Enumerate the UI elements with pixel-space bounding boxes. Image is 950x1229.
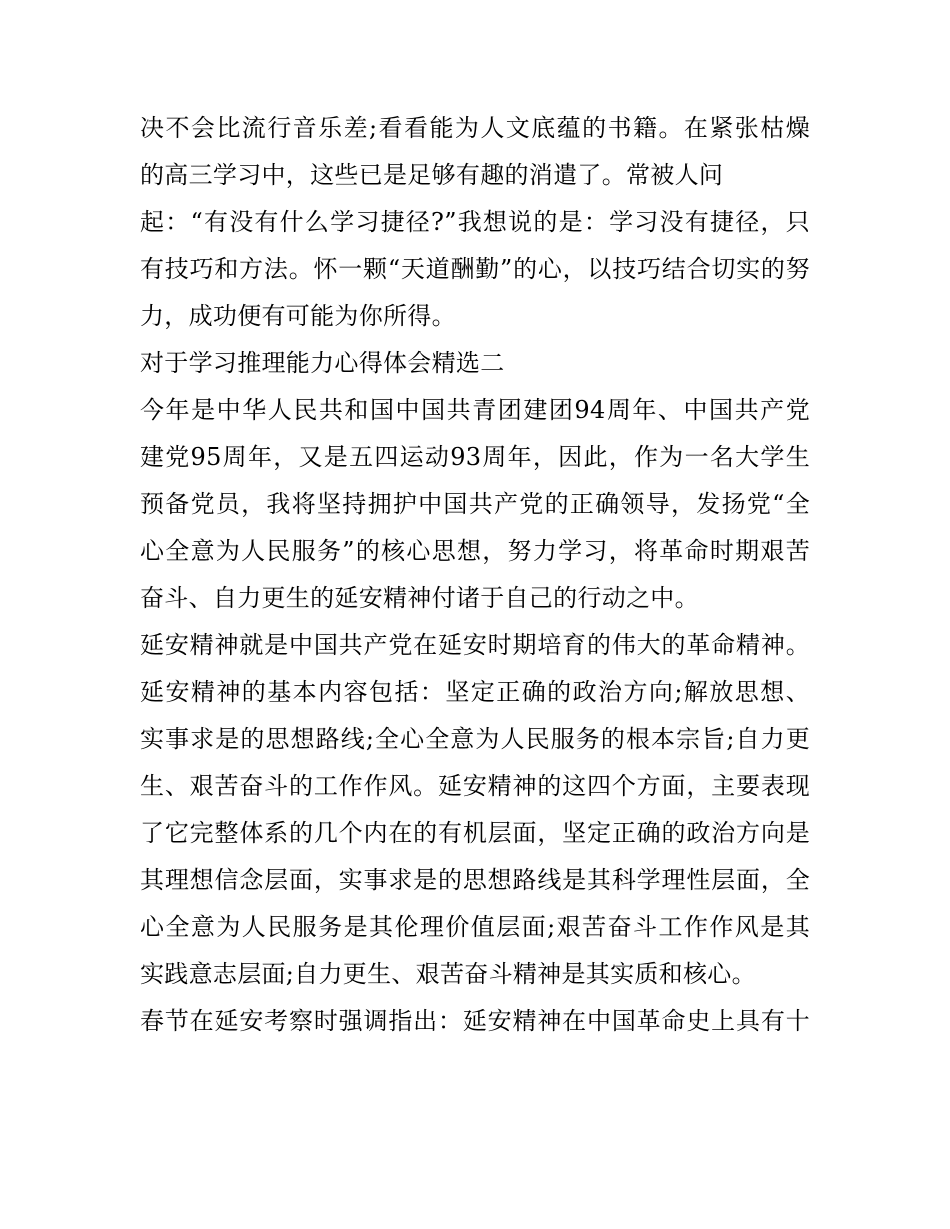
text-line-1: 决不会比流行音乐差;看看能为人文底蕴的书籍。在紧张枯燥 <box>140 114 810 142</box>
text-line-2: 的高三学习中，这些已是足够有趣的消遣了。常被人问 <box>140 161 724 189</box>
text-line-12: 延安精神就是中国共产党在延安时期培育的伟大的革命精神。 <box>140 631 810 659</box>
text-line-18: 心全意为人民服务是其伦理价值层面;艰苦奋斗工作作风是其 <box>140 913 810 941</box>
text-line-4: 有技巧和方法。怀一颗“天道酬勤”的心，以技巧结合切实的努 <box>140 255 810 283</box>
text-line-9: 预备党员，我将坚持拥护中国共产党的正确领导，发扬党“全 <box>140 490 810 518</box>
text-line-13: 延安精神的基本内容包括：坚定正确的政治方向;解放思想、 <box>140 678 810 706</box>
section-heading: 对于学习推理能力心得体会精选二 <box>140 349 505 377</box>
text-line-16: 了它完整体系的几个内在的有机层面，坚定正确的政治方向是 <box>140 819 810 847</box>
text-line-5: 力，成功便有可能为你所得。 <box>140 302 456 330</box>
text-line-19: 实践意志层面;自力更生、艰苦奋斗精神是其实质和核心。 <box>140 960 756 988</box>
text-line-7: 今年是中华人民共和国中国共青团建团94周年、中国共产党 <box>140 396 810 424</box>
text-line-17: 其理想信念层面，实事求是的思想路线是其科学理性层面，全 <box>140 866 810 894</box>
text-line-3: 起：“有没有什么学习捷径?”我想说的是：学习没有捷径，只 <box>140 208 810 236</box>
text-line-20: 春节在延安考察时强调指出：延安精神在中国革命史上具有十 <box>140 1007 810 1035</box>
text-line-10: 心全意为人民服务”的核心思想，努力学习，将革命时期艰苦 <box>140 537 810 565</box>
text-line-11: 奋斗、自力更生的延安精神付诸于自己的行动之中。 <box>140 584 699 612</box>
text-line-14: 实事求是的思想路线;全心全意为人民服务的根本宗旨;自力更 <box>140 725 810 753</box>
text-line-15: 生、艰苦奋斗的工作作风。延安精神的这四个方面，主要表现 <box>140 772 810 800</box>
text-line-8: 建党95周年，又是五四运动93周年，因此，作为一名大学生 <box>140 443 810 471</box>
document-body <box>140 105 840 1045</box>
